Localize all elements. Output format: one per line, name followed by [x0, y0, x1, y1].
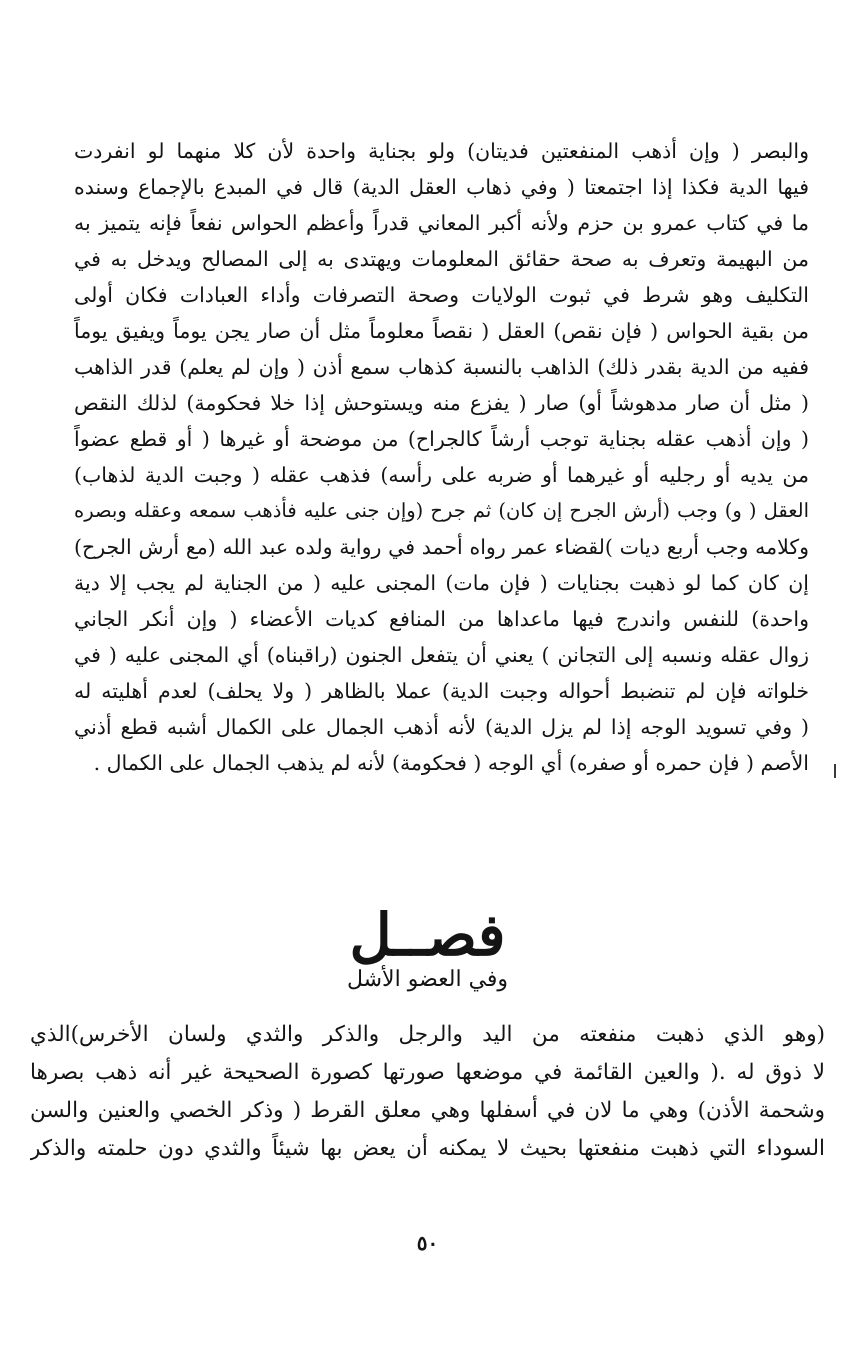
text-line: من يديه أو رجليه أو غيرهما أو ضربه على رأسه) فذهب عقله ( وجبت الدية لذهاب)	[74, 463, 809, 487]
section-heading: فصــل	[349, 901, 506, 969]
text-line: وكلامه وجب أربع ديات )لقضاء عمر رواه أحمد في رواية ولده عبد الله (مع أرش الجرح)	[74, 535, 809, 559]
text-line: وشحمة الأذن) وهي ما لان في أسفلها وهي معلق القرط ( وذكر الخصي والعنين والسن	[30, 1098, 825, 1123]
margin-mark	[834, 764, 836, 778]
text-line: ما في كتاب عمرو بن حزم ولأنه أكبر المعاني قدراً وأعظم الحواس نفعاً فإنه يتميز به	[74, 211, 809, 235]
text-line: لا ذوق له .( والعين القائمة في موضعها صورتها كصورة الصحيحة غير أنه ذهب بصرها	[30, 1060, 825, 1085]
text-line: من بقية الحواس ( فإن نقص) العقل ( نقصاً معلوماً مثل أن صار يجن يوماً ويفيق يوماً	[74, 319, 809, 343]
text-line: العقل ( و) وجب (أرش الجرح إن كان) ثم جرح (وإن جنى عليه فأذهب سمعه وعقله وبصره	[74, 499, 809, 522]
text-line: والبصر ( وإن أذهب المنفعتين فديتان) ولو بجناية واحدة لأن كلا منهما لو انفردت	[74, 139, 809, 163]
text-line: واحدة) للنفس واندرج فيها ماعداها من المنافع كديات الأعضاء ( وإن أنكر الجاني	[74, 607, 809, 631]
section-subheading: وفي العضو الأشل	[346, 967, 509, 992]
text-line: التكليف وهو شرط في ثبوت الولايات وصحة التصرفات وأداء العبادات فكان أولى	[74, 283, 809, 307]
text-line: ( وفي تسويد الوجه إذا لم يزل الدية) لأنه أذهب الجمال على الكمال أشبه قطع أذني	[74, 715, 809, 739]
text-line: السوداء التي ذهبت منفعتها بحيث لا يمكنه أن يعض بها شيئاً والثدي دون حلمته والذكر	[30, 1136, 825, 1161]
page-number: ٥٠	[416, 1231, 439, 1255]
text-line: زوال عقله ونسبه إلى التجانن ) يعني أن يتفعل الجنون (راقبناه) أي المجنى عليه ( في	[74, 643, 809, 667]
text-line: خلواته فإن لم تنضبط أحواله وجبت الدية) عملا بالظاهر ( ولا يحلف) لعدم أهليته له	[74, 679, 809, 703]
text-line: من البهيمة وتعرف به صحة حقائق المعلومات ويهتدى به إلى المصالح ويدخل به في	[74, 247, 809, 271]
text-line: ( وإن أذهب عقله بجناية توجب أرشاً كالجراح) من موضحة أو غيرها ( أو قطع عضواً	[74, 427, 809, 451]
text-line: إن كان كما لو ذهبت بجنايات ( فإن مات) المجنى عليه ( من الجناية لم يجب إلا دية	[74, 571, 809, 595]
text-line: (وهو الذي ذهبت منفعته من اليد والرجل والذكر والثدي ولسان الأخرس)الذي	[30, 1022, 825, 1047]
text-line: ( مثل أن صار مدهوشاً أو) صار ( يفزع منه ويستوحش إذا خلا فحكومة) لذلك النقص	[74, 391, 809, 415]
text-line: ففيه من الدية بقدر ذلك) الذاهب بالنسبة كذهاب سمع أذن ( وإن لم يعلم) قدر الذاهب	[74, 355, 809, 379]
text-line: الأصم ( فإن حمره أو صفره) أي الوجه ( فحكومة) لأنه لم يذهب الجمال على الكمال .	[93, 751, 809, 775]
text-line: فيها الدية فكذا إذا اجتمعتا ( وفي ذهاب العقل الدية) قال في المبدع بالإجماع وسنده	[74, 175, 809, 199]
